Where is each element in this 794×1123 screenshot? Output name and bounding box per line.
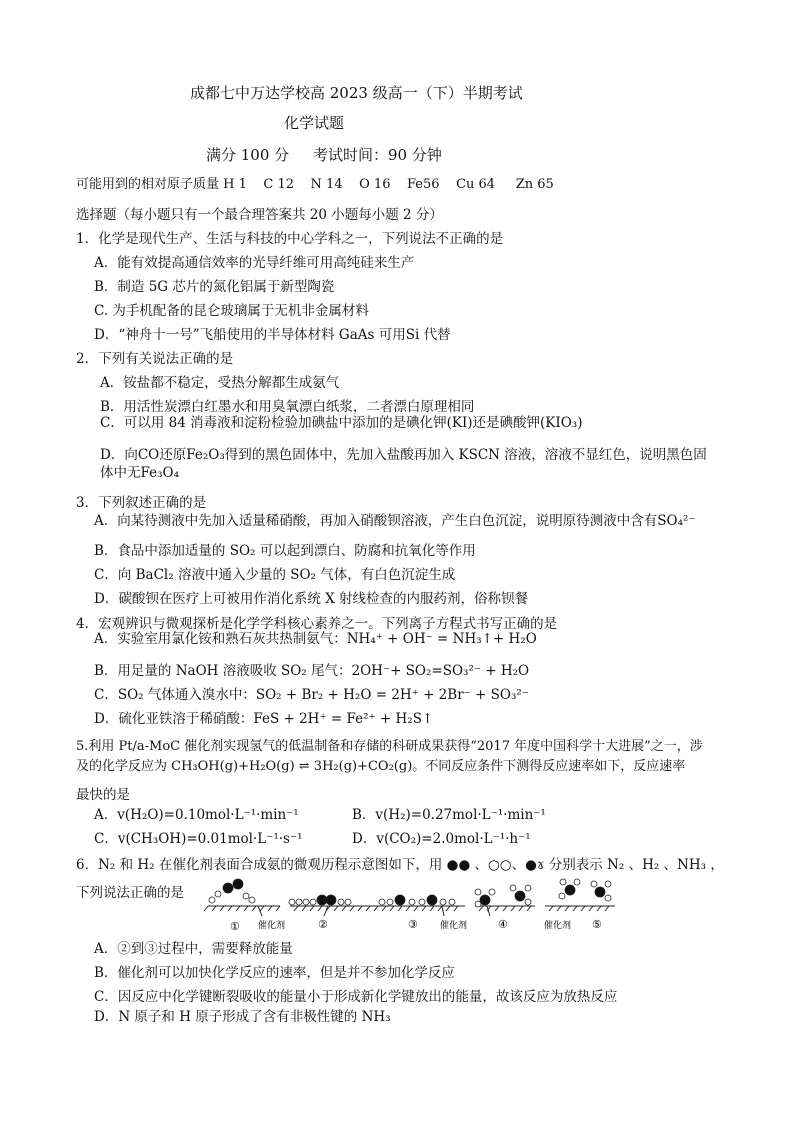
- q6-option-d: D．N 原子和 H 原子形成了含有非极性键的 NH₃: [94, 1009, 391, 1025]
- catalyst-label-2: 催化剂: [440, 921, 468, 931]
- step-label-1: ①: [230, 920, 240, 933]
- q4-option-d: D．硫化亚铁溶于稀硝酸：FeS + 2H⁺ = Fe²⁺ + H₂S↑: [94, 711, 434, 727]
- q2-option-a: A．铵盐都不稳定，受热分解都生成氨气: [100, 375, 340, 391]
- step-label-4: ④: [498, 918, 508, 931]
- section-heading: 选择题（每小题只有一个最合理答案共 20 小题每小题 2 分）: [76, 207, 443, 223]
- q1-option-b: B．制造 5G 芯片的氮化铝属于新型陶瓷: [94, 279, 335, 295]
- q5-option-d: D．v(CO₂)=2.0mol·L⁻¹·h⁻¹: [352, 831, 531, 847]
- q6-stem-line2: 下列说法正确的是: [76, 885, 184, 901]
- q5-stem-line2: 及的化学反应为 CH₃OH(g)+H₂O(g) ⇌ 3H₂(g)+CO₂(g)。不同反应条件下测得反应速率如下，反应速率: [76, 759, 686, 774]
- catalyst-surface: [204, 906, 615, 916]
- q3-option-c: C．向 BaCl₂ 溶液中通入少量的 SO₂ 气体，有白色沉淀生成: [94, 567, 456, 583]
- step2-molecules: [289, 895, 351, 905]
- step1-molecules: [209, 879, 255, 903]
- q5-option-c: C．v(CH₃OH)=0.01mol·L⁻¹·s⁻¹: [94, 831, 303, 847]
- q4-option-b: B．用足量的 NaOH 溶液吸收 SO₂ 尾气：2OH⁻+ SO₂=SO₃²⁻ + H₂O: [94, 663, 530, 679]
- step-label-3: ③: [408, 918, 418, 931]
- atomic-masses: 可能用到的相对原子质量 H 1 C 12 N 14 O 16 Fe56 Cu 64 Zn 65: [76, 177, 554, 192]
- step3-atoms: [379, 895, 455, 905]
- subject-title: 化学试题: [284, 114, 345, 132]
- q2-option-b: B．用活性炭漂白红墨水和用臭氧漂白纸浆，二者漂白原理相同: [100, 399, 475, 415]
- q3-option-b: B．食品中添加适量的 SO₂ 可以起到漂白、防腐和抗氧化等作用: [94, 543, 476, 559]
- q6-option-c: C．因反应中化学键断裂吸收的能量小于形成新化学键放出的能量，故该反应为放热反应: [94, 989, 618, 1005]
- q1-option-a: A．能有效提高通信效率的光导纤维可用高纯硅来生产: [94, 255, 415, 271]
- ammonia-synthesis-diagram: [200, 876, 620, 936]
- q6-option-b: B．催化剂可以加快化学反应的速率，但是并不参加化学反应: [94, 965, 455, 981]
- q4-option-a: A．实验室用氯化铵和熟石灰共热制氨气：NH₄⁺ + OH⁻ = NH₃↑+ H₂O: [94, 631, 537, 647]
- q5-stem-line1: 5.利用 Pt/a-MoC 催化剂实现氢气的低温制备和存储的科研成果获得“2017 年度中国科学十大进展”之一，涉: [76, 739, 703, 754]
- catalyst-label-3: 催化剂: [544, 921, 572, 931]
- q5-option-a: A．v(H₂O)=0.10mol·L⁻¹·min⁻¹: [94, 807, 299, 823]
- exam-title: 成都七中万达学校高 2023 级高一（下）半期考试: [190, 84, 523, 102]
- step-label-2: ②: [318, 918, 328, 931]
- step5-ammonia: [559, 879, 611, 901]
- q2-stem: 2．下列有关说法正确的是: [76, 351, 234, 367]
- q4-option-c: C．SO₂ 气体通入溴水中：SO₂ + Br₂ + H₂O = 2H⁺ + 2Br⁻ + SO₃²⁻: [94, 687, 529, 703]
- q4-stem: 4．宏观辨识与微观探析是化学学科核心素养之一。下列离子方程式书写正确的是: [76, 616, 558, 632]
- step4-ammonia: [475, 885, 531, 907]
- q3-option-d: D．碳酸钡在医疗上可被用作消化系统 X 射线检查的内服药剂，俗称钡餐: [94, 591, 529, 607]
- catalyst-label-1: 催化剂: [258, 921, 286, 931]
- step-label-5: ⑤: [592, 918, 602, 931]
- q1-option-c: C. 为手机配备的昆仑玻璃属于无机非金属材料: [94, 303, 369, 319]
- q3-option-a: A．向某待测液中先加入适量稀硝酸，再加入硝酸钡溶液，产生白色沉淀，说明原待测液中含有SO₄²⁻: [94, 513, 696, 529]
- q5-option-b: B．v(H₂)=0.27mol·L⁻¹·min⁻¹: [352, 807, 546, 823]
- q3-stem: 3．下列叙述正确的是: [76, 495, 207, 511]
- q5-stem-line3: 最快的是: [76, 787, 130, 803]
- score-time: 满分 100 分 考试时间：90 分钟: [206, 146, 442, 164]
- q2-option-d-cont: 体中无Fe₃O₄: [100, 465, 180, 481]
- q6-option-a: A．②到③过程中，需要释放能量: [94, 941, 293, 957]
- q1-option-d: D．“神舟十一号”飞船使用的半导体材料 GaAs 可用Si 代替: [94, 327, 451, 343]
- q2-option-c: C．可以用 84 消毒液和淀粉检验加碘盐中添加的是碘化钾(KI)还是碘酸钾(KIO₃): [100, 415, 583, 431]
- q6-stem-line1: 6．N₂ 和 H₂ 在催化剂表面合成氨的微观历程示意图如下，用 ●● 、○○、●ɤ 分别表示 N₂ 、H₂ 、NH₃ ，: [76, 857, 724, 873]
- q1-stem: 1．化学是现代生产、生活与科技的中心学科之一，下列说法不正确的是: [76, 231, 504, 247]
- q2-option-d: D．向CO还原Fe₂O₃得到的黑色固体中，先加入盐酸再加入 KSCN 溶液，溶液不显红色，说明黑色固: [100, 447, 707, 463]
